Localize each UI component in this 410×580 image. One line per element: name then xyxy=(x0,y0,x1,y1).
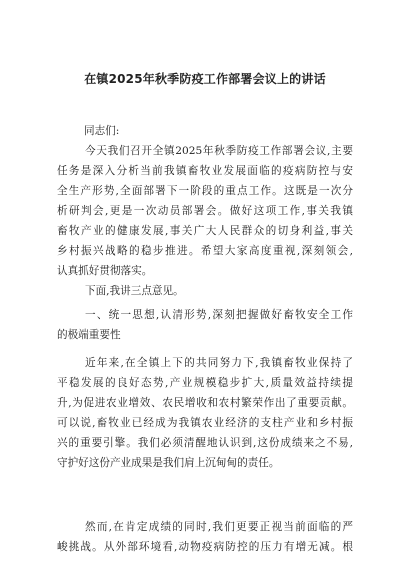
text-line: 认真抓好贯彻落实。 xyxy=(57,265,153,277)
text-line: 升,为促进农业增效、农民增收和农村繁荣作出了重要贡献。 xyxy=(57,397,353,409)
text-line: 可以说,畜牧业已经成为我镇农业经济的支柱产业和乡村振 xyxy=(57,417,353,429)
document-title: 在镇2025年秋季防疫工作部署会议上的讲话 xyxy=(84,72,326,86)
text-line: 平稳发展的良好态势,产业规模稳步扩大,质量效益持续提 xyxy=(57,377,353,389)
section-heading-one xyxy=(57,305,353,345)
text-line: 守护好这份产业成果是我们肩上沉甸甸的责任。 xyxy=(57,457,280,469)
text-line: 下面,我讲三点意见。 xyxy=(85,285,184,297)
text-line: 全生产形势,全面部署下一阶段的重点工作。这既是一次分 xyxy=(57,185,353,197)
text-line: 然而,在肯定成绩的同时,我们更要正视当前面临的严 xyxy=(85,521,353,533)
text-line: 的极端重要性 xyxy=(57,329,121,341)
text-line: 峻挑战。从外部环境看,动物疫病防控的压力有增无减。根 xyxy=(57,541,353,553)
paragraph-challenges xyxy=(57,517,353,557)
text-line: 兴的重要引擎。我们必须清醒地认识到,这份成绩来之不易, xyxy=(57,437,353,449)
text-line: 任务是深入分析当前我镇畜牧业发展面临的疫病防控与安 xyxy=(57,165,353,177)
paragraph-opening xyxy=(57,141,353,281)
text-line: 析研判会,更是一次动员部署会。做好这项工作,事关我镇 xyxy=(57,205,353,217)
text-line: 一、统一思想,认清形势,深刻把握做好畜牧安全工作 xyxy=(85,309,353,321)
paragraph-achievements xyxy=(57,353,353,473)
text-line: 乡村振兴战略的稳步推进。希望大家高度重视,深刻领会, xyxy=(57,245,353,257)
text-line: 畜牧产业的健康发展,事关广大人民群众的切身利益,事关 xyxy=(57,225,353,237)
greeting-line: 同志们: xyxy=(84,125,120,137)
paragraph-intro-points xyxy=(57,281,353,301)
text-line: 近年来,在全镇上下的共同努力下,我镇畜牧业保持了 xyxy=(85,357,353,369)
text-line: 今天我们召开全镇2025年秋季防疫工作部署会议,主要 xyxy=(85,145,353,157)
